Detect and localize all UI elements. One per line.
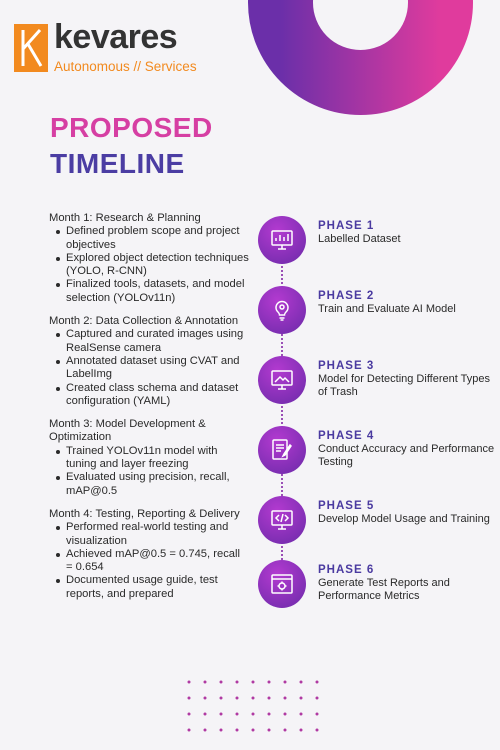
phase-4 xyxy=(258,426,498,476)
phase-label: PHASE 4 xyxy=(318,430,375,442)
phase-circle xyxy=(258,286,306,334)
month-item: Achieved mAP@0.5 = 0.745, recall = 0.654 xyxy=(66,548,249,575)
gear-window-icon xyxy=(270,572,294,596)
phase-desc: Labelled Dataset xyxy=(318,233,401,245)
image-monitor-icon xyxy=(270,368,294,392)
document-pen-icon xyxy=(270,438,294,462)
phase-circle xyxy=(258,356,306,404)
month-item: Captured and curated images using RealSense camera xyxy=(66,328,249,355)
month-block xyxy=(49,508,249,601)
month-block xyxy=(49,212,249,305)
phase-desc: Train and Evaluate AI Model xyxy=(318,303,456,315)
lightbulb-gear-icon xyxy=(270,298,294,322)
logo-mark-icon xyxy=(14,24,48,72)
month-block xyxy=(49,315,249,408)
month-item: Documented usage guide, test reports, and prepared xyxy=(66,574,249,601)
phase-label: PHASE 6 xyxy=(318,564,375,576)
phase-circle xyxy=(258,216,306,264)
month-item: Trained YOLOv11n model with tuning and layer freezing xyxy=(66,445,249,472)
month-item: Evaluated using precision, recall, mAP@0.5 xyxy=(66,471,249,498)
month-title: Month 1: Research & Planning xyxy=(49,212,201,224)
title-timeline: TIMELINE xyxy=(50,148,185,179)
month-item: Finalized tools, datasets, and model selection (YOLOv11n) xyxy=(66,278,249,305)
brand-name: kevares xyxy=(54,18,178,56)
months-column xyxy=(49,212,249,611)
phase-6 xyxy=(258,560,498,610)
phase-2 xyxy=(258,286,498,336)
phase-1 xyxy=(258,216,498,266)
phase-desc: Conduct Accuracy and Performance Testing xyxy=(318,443,495,468)
month-block xyxy=(49,418,249,498)
chart-monitor-icon xyxy=(270,228,294,252)
phase-5 xyxy=(258,496,498,546)
decorative-dot-grid xyxy=(185,678,325,738)
phase-desc: Develop Model Usage and Training xyxy=(318,513,490,525)
phase-circle xyxy=(258,426,306,474)
kevares-logo xyxy=(14,18,204,76)
decorative-arc xyxy=(248,0,473,115)
phase-label: PHASE 3 xyxy=(318,360,375,372)
month-item: Explored object detection techniques (YOLO, R-CNN) xyxy=(66,251,249,278)
phase-desc: Model for Detecting Different Types of Trash xyxy=(318,373,491,398)
phase-label: PHASE 5 xyxy=(318,500,375,512)
month-title: Month 2: Data Collection & Annotation xyxy=(49,315,239,328)
phase-label: PHASE 2 xyxy=(318,290,375,302)
phase-desc: Generate Test Reports and Performance Metrics xyxy=(318,577,450,602)
phase-3 xyxy=(258,356,498,406)
phase-label: PHASE 1 xyxy=(318,220,375,232)
month-item: Defined problem scope and project objectives xyxy=(66,225,249,252)
phase-circle xyxy=(258,496,306,544)
month-title: Month 4: Testing, Reporting & Delivery xyxy=(49,507,240,520)
title-proposed: PROPOSED xyxy=(50,112,213,143)
month-item: Performed real-world testing and visualization xyxy=(66,521,249,548)
brand-tagline: Autonomous // Services xyxy=(54,59,197,74)
month-title: Month 3: Model Development & Optimization xyxy=(49,418,206,444)
month-item: Annotated dataset using CVAT and LabelImg xyxy=(66,355,249,382)
code-monitor-icon xyxy=(270,508,294,532)
month-item: Created class schema and dataset configuration (YAML) xyxy=(66,382,249,409)
phase-circle xyxy=(258,560,306,608)
